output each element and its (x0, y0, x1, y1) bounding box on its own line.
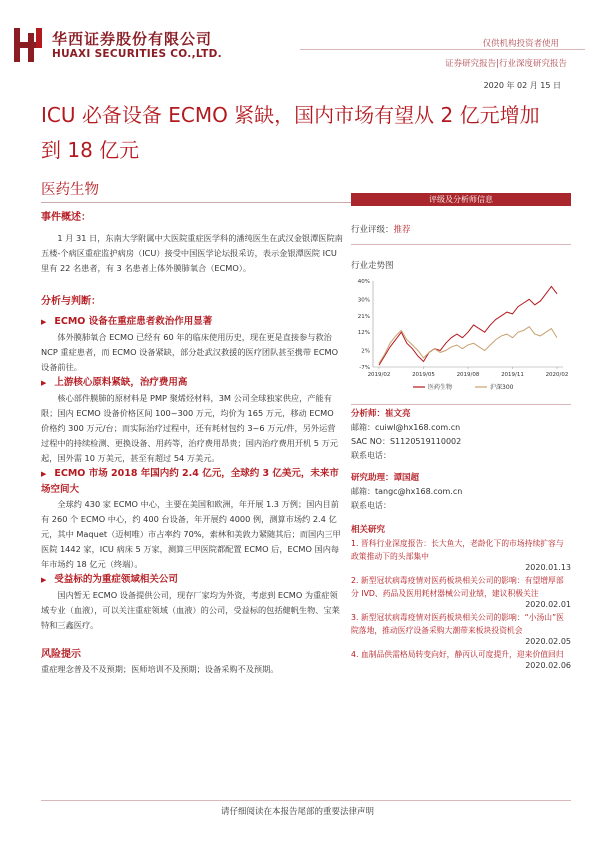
y-tick-label: 2% (361, 348, 370, 355)
event-heading: 事件概述： (41, 212, 91, 223)
y-tick-label: 30% (357, 297, 370, 304)
section-text: 体外膜肺氧合 ECMO 已经有 60 年的临床使用历史，现在更是直接参与救治 NCP 重症患者，而 ECMO 设备紧缺，部分赴武汉救援的医疗团队甚至携带 ECMO 设备前往。 (41, 332, 339, 372)
assistant-label: 研究助理： (351, 473, 394, 483)
analyst-sac: SAC NO：S1120519110002 (351, 437, 462, 446)
assistant-email[interactable]: 邮箱：tangc@hx168.com.cn (351, 487, 463, 496)
risk-text: 重症理念普及不及预期；医师培训不及预期；设备采购不及预期。 (41, 664, 279, 674)
industry-trend-chart (351, 275, 571, 400)
related-title[interactable]: 3. 新型冠状病毒疫情对医药板块相关公司的影响：“小汤山”医院落地，推动医疗设备采购大潮带来板块投资机会 (351, 613, 564, 635)
report-series: 证券研究报告|行业深度研究报告 (445, 59, 567, 69)
rating-value: 推荐 (393, 225, 411, 235)
related-list (351, 537, 571, 670)
report-date: 2020 年 02 月 15 日 (483, 81, 561, 90)
x-tick-label: 2019/05 (412, 372, 435, 378)
analysis-section (41, 375, 343, 466)
related-date: 2020.02.01 (525, 600, 571, 609)
audience-tagline: 仅供机构投资者使用 (482, 39, 559, 49)
section-text: 国内暂无 ECMO 设备提供公司，现存厂家均为外资，考虑到 ECMO 为重症领域专业（血液），可以关注重症领域（血液）的公司，受益标的包括健帆生物、宝莱特和三鑫医疗。 (41, 590, 340, 630)
related-title[interactable]: 2. 新型冠状病毒疫情对医药板块相关公司的影响：有望增厚部分 IVD、药品及医用耗材器械公司业绩，建议积极关注 (351, 576, 564, 598)
sector-name: 医药生物 (41, 182, 99, 198)
x-tick-label: 2020/02 (545, 372, 569, 378)
analysis-section (41, 572, 343, 633)
analysis-section (41, 466, 343, 572)
analysis-section (41, 314, 343, 375)
sidebar (351, 193, 571, 670)
company-name-en: HUAXI SECURITIES CO.,LTD. (52, 48, 222, 60)
risk-heading: 风险提示 (41, 649, 81, 660)
triangle-bullet-icon: ▶ (41, 470, 47, 478)
series-line-sector (379, 287, 557, 366)
huaxi-logo-icon (14, 28, 44, 62)
x-tick-label: 2019/08 (456, 372, 480, 378)
related-date: 2020.02.06 (525, 661, 571, 670)
related-item[interactable] (351, 537, 571, 572)
legend-label: 沪深300 (490, 384, 514, 391)
x-tick-label: 2019/11 (501, 372, 524, 378)
related-item[interactable] (351, 574, 571, 609)
triangle-bullet-icon: ▶ (41, 379, 47, 387)
company-name-cn: 华西证券股份有限公司 (52, 30, 213, 48)
assistant-name: 谭国超 (393, 473, 420, 483)
analyst-phone: 联系电话： (351, 451, 391, 460)
analyst-name: 崔文亮 (385, 409, 411, 419)
rating-bar: 评级及分析师信息 (351, 193, 571, 206)
rating-label: 行业评级： (351, 225, 394, 235)
legend-label: 医药生物 (428, 384, 453, 391)
y-tick-label: -7% (359, 365, 370, 371)
y-tick-label: 40% (357, 279, 370, 285)
related-title[interactable]: 1. 晋科行业深度报告：长大鱼大，老龄化下的市场持续扩容与政策推动下的头部集中 (351, 539, 564, 561)
y-tick-label: 21% (357, 313, 370, 320)
section-title: ECMO 设备在重症患者救治作用显著 (54, 316, 213, 327)
section-title: ECMO 市场 2018 年国内约 2.4 亿元，全球约 3 亿美元，未来市场空间大 (41, 468, 339, 495)
related-item[interactable] (351, 648, 571, 670)
report-title: ICU 必备设备 ECMO 紧缺，国内市场有望从 2 亿元增加到 18 亿元 (41, 103, 540, 162)
analyst-label: 分析师： (351, 409, 386, 419)
analysis-heading: 分析与判断： (41, 296, 101, 307)
related-title[interactable]: 4. 血制品供需格局转变向好，静丙认可度提升，迎来价值回归 (351, 650, 564, 659)
section-text: 全球约 430 家 ECMO 中心，主要在美国和欧洲，年开展 1.3 万例；国内目前有 260 个 ECMO 中心，约 400 台设备，年开展约 4000 例，测算市场约 2.4 亿元，其中 Maquet（迈柯唯）市占率约 70%，索林和美敦力紧随其后；而国内三甲医院 1442 家，ICU 病床 5 万家，测算三甲医院都配置 ECMO 后，ECMO 国内每年市场约 18 亿元（终端）。 (41, 499, 341, 569)
trend-label: 行业走势图 (351, 261, 394, 271)
footer-divider (41, 800, 571, 801)
triangle-bullet-icon: ▶ (41, 576, 47, 584)
related-item[interactable] (351, 611, 571, 646)
assistant-phone: 联系电话： (351, 501, 391, 510)
section-text: 核心部件膜肺的原材料是 PMP 聚烯烃材料，3M 公司全球独家供应，产能有限；国内 ECMO 设备价格区间 100~300 万元，均价为 165 万元，移动 ECMO 价格约 300 万元/台；而实际治疗过程中，还有耗材包约 3~6 万元/件，另外运营过程中的持续检测、更换设备、用药等，治疗费用昂贵；国内治疗费用开机 5 万元起，国外需 10 万美元，甚至有超过 54 万美元。 (41, 393, 338, 463)
related-date: 2020.02.05 (525, 637, 571, 646)
x-tick-label: 2019/02 (367, 372, 391, 378)
y-tick-label: 12% (357, 330, 370, 337)
analyst-email[interactable]: 邮箱：cuiwl@hx168.com.cn (351, 423, 461, 432)
legal-notice: 请仔细阅读在本报告尾部的重要法律声明 (220, 807, 374, 817)
main-content (41, 210, 343, 677)
header-divider (300, 49, 585, 50)
related-heading: 相关研究 (351, 525, 386, 535)
related-date: 2020.01.13 (525, 563, 571, 572)
section-title: 受益标的为重症领域相关公司 (54, 574, 178, 585)
event-text: 1 月 31 日，东南大学附属中大医院重症医学科的潘纯医生在武汉金银潭医院南五楼-个病区重症监护病房（ICU）接受中国医学论坛报采访，表示金银潭医院 ICU 里有 22 名患者，有 3 名患者上体外膜肺氧合（ECMO）。 (41, 233, 343, 273)
section-title: 上游核心原料紧缺，治疗费用高 (54, 377, 188, 388)
triangle-bullet-icon: ▶ (41, 318, 47, 326)
